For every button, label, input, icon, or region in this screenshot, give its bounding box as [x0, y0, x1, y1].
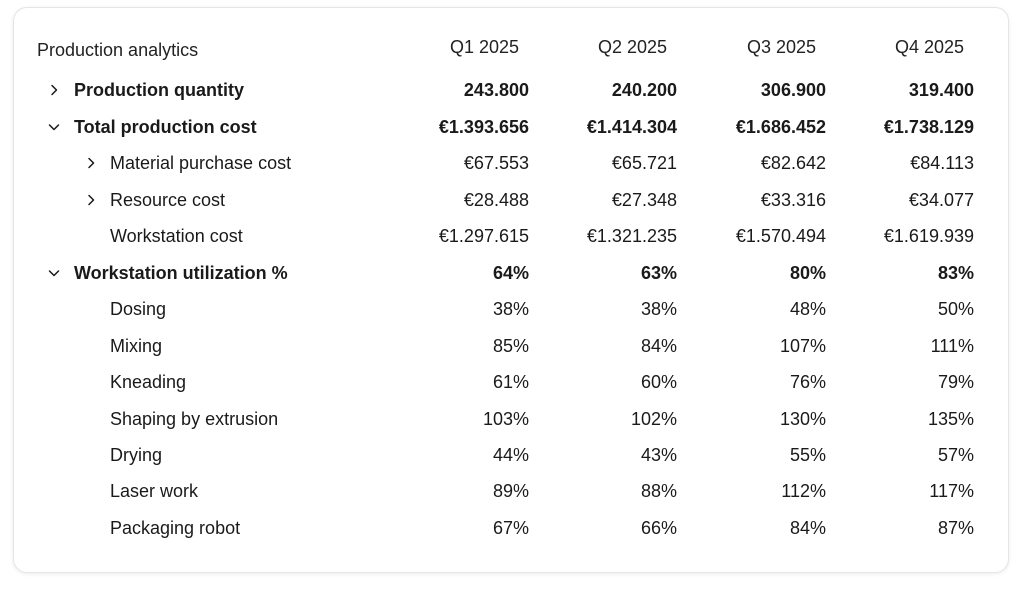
cell-q1: 89%: [492, 481, 529, 501]
row-label: Resource cost: [110, 190, 226, 210]
cell-q4: 57%: [937, 445, 974, 465]
cell-q3: 55%: [789, 445, 826, 465]
cell-q4: 319.400: [908, 80, 974, 100]
cell-q4: €1.738.129: [883, 117, 974, 137]
cell-q3: 48%: [789, 299, 826, 319]
chevron-right-icon[interactable]: [46, 75, 62, 105]
cell-q2: 38%: [640, 299, 677, 319]
cell-q1: 243.800: [463, 80, 529, 100]
table-row-workstation-cost: [14, 221, 1008, 251]
cell-q4: 87%: [937, 518, 974, 538]
row-label: Workstation utilization %: [74, 263, 288, 283]
cell-q3: €33.316: [760, 190, 826, 210]
cell-q4: €34.077: [908, 190, 974, 210]
cell-q3: €1.570.494: [735, 226, 826, 246]
row-label: Mixing: [110, 336, 163, 356]
cell-q2: €65.721: [611, 153, 677, 173]
cell-q1: €1.393.656: [438, 117, 529, 137]
column-header-q4: Q4 2025: [894, 37, 964, 57]
cell-q3: 84%: [789, 518, 826, 538]
cell-q1: 67%: [492, 518, 529, 538]
row-label: Total production cost: [74, 117, 257, 137]
cell-q3: 76%: [789, 372, 826, 392]
row-label: Dosing: [110, 299, 167, 319]
cell-q2: €1.414.304: [586, 117, 677, 137]
cell-q2: €1.321.235: [586, 226, 677, 246]
cell-q2: 60%: [640, 372, 677, 392]
production-analytics-card: [13, 7, 1009, 573]
table-row-laser-work: [14, 476, 1008, 506]
cell-q3: 306.900: [760, 80, 826, 100]
table-title: Production analytics: [37, 40, 199, 60]
cell-q3: 130%: [779, 409, 826, 429]
cell-q1: 38%: [492, 299, 529, 319]
row-label: Packaging robot: [110, 518, 241, 538]
column-header-q3: Q3 2025: [746, 37, 816, 57]
cell-q4: 111%: [930, 336, 974, 356]
cell-q1: 85%: [492, 336, 529, 356]
row-label: Shaping by extrusion: [110, 409, 279, 429]
chevron-down-icon[interactable]: [46, 258, 62, 288]
table-row-resource-cost[interactable]: [14, 185, 1008, 215]
cell-q1: 103%: [482, 409, 529, 429]
cell-q3: 107%: [779, 336, 826, 356]
table-row-workstation-utilization[interactable]: [14, 258, 1008, 288]
cell-q4: 135%: [927, 409, 974, 429]
cell-q4: €1.619.939: [883, 226, 974, 246]
cell-q3: €82.642: [760, 153, 826, 173]
chevron-right-icon[interactable]: [83, 185, 99, 215]
column-header-q1: Q1 2025: [449, 37, 519, 57]
table-header: [14, 38, 1008, 62]
cell-q1: €28.488: [463, 190, 529, 210]
row-label: Material purchase cost: [110, 153, 292, 173]
cell-q1: €1.297.615: [438, 226, 529, 246]
cell-q1: 64%: [492, 263, 529, 283]
cell-q2: €27.348: [611, 190, 677, 210]
table-row-shaping-by-extrusion: [14, 404, 1008, 434]
table-row-dosing: [14, 294, 1008, 324]
table-row-production-quantity[interactable]: [14, 75, 1008, 105]
cell-q2: 240.200: [611, 80, 677, 100]
cell-q4: 117%: [929, 481, 974, 501]
row-label: Kneading: [110, 372, 187, 392]
row-label: Workstation cost: [110, 226, 243, 246]
table-row-drying: [14, 440, 1008, 470]
cell-q2: 43%: [640, 445, 677, 465]
cell-q1: €67.553: [463, 153, 529, 173]
cell-q2: 88%: [640, 481, 677, 501]
table-row-material-purchase-cost[interactable]: [14, 148, 1008, 178]
cell-q3: 112%: [781, 481, 826, 501]
table-row-mixing: [14, 331, 1008, 361]
column-header-q2: Q2 2025: [597, 37, 667, 57]
table-row-kneading: [14, 367, 1008, 397]
table-row-total-production-cost[interactable]: [14, 112, 1008, 142]
cell-q4: €84.113: [910, 153, 974, 173]
chevron-right-icon[interactable]: [83, 148, 99, 178]
row-label: Laser work: [110, 481, 199, 501]
cell-q4: 83%: [937, 263, 974, 283]
row-label: Drying: [110, 445, 163, 465]
cell-q1: 44%: [492, 445, 529, 465]
row-label: Production quantity: [74, 80, 244, 100]
cell-q1: 61%: [492, 372, 529, 392]
cell-q2: 102%: [630, 409, 677, 429]
cell-q2: 84%: [640, 336, 677, 356]
cell-q2: 63%: [640, 263, 677, 283]
cell-q4: 50%: [937, 299, 974, 319]
cell-q3: 80%: [789, 263, 826, 283]
table-row-packaging-robot: [14, 513, 1008, 543]
cell-q2: 66%: [640, 518, 677, 538]
cell-q3: €1.686.452: [735, 117, 826, 137]
chevron-down-icon[interactable]: [46, 112, 62, 142]
cell-q4: 79%: [937, 372, 974, 392]
